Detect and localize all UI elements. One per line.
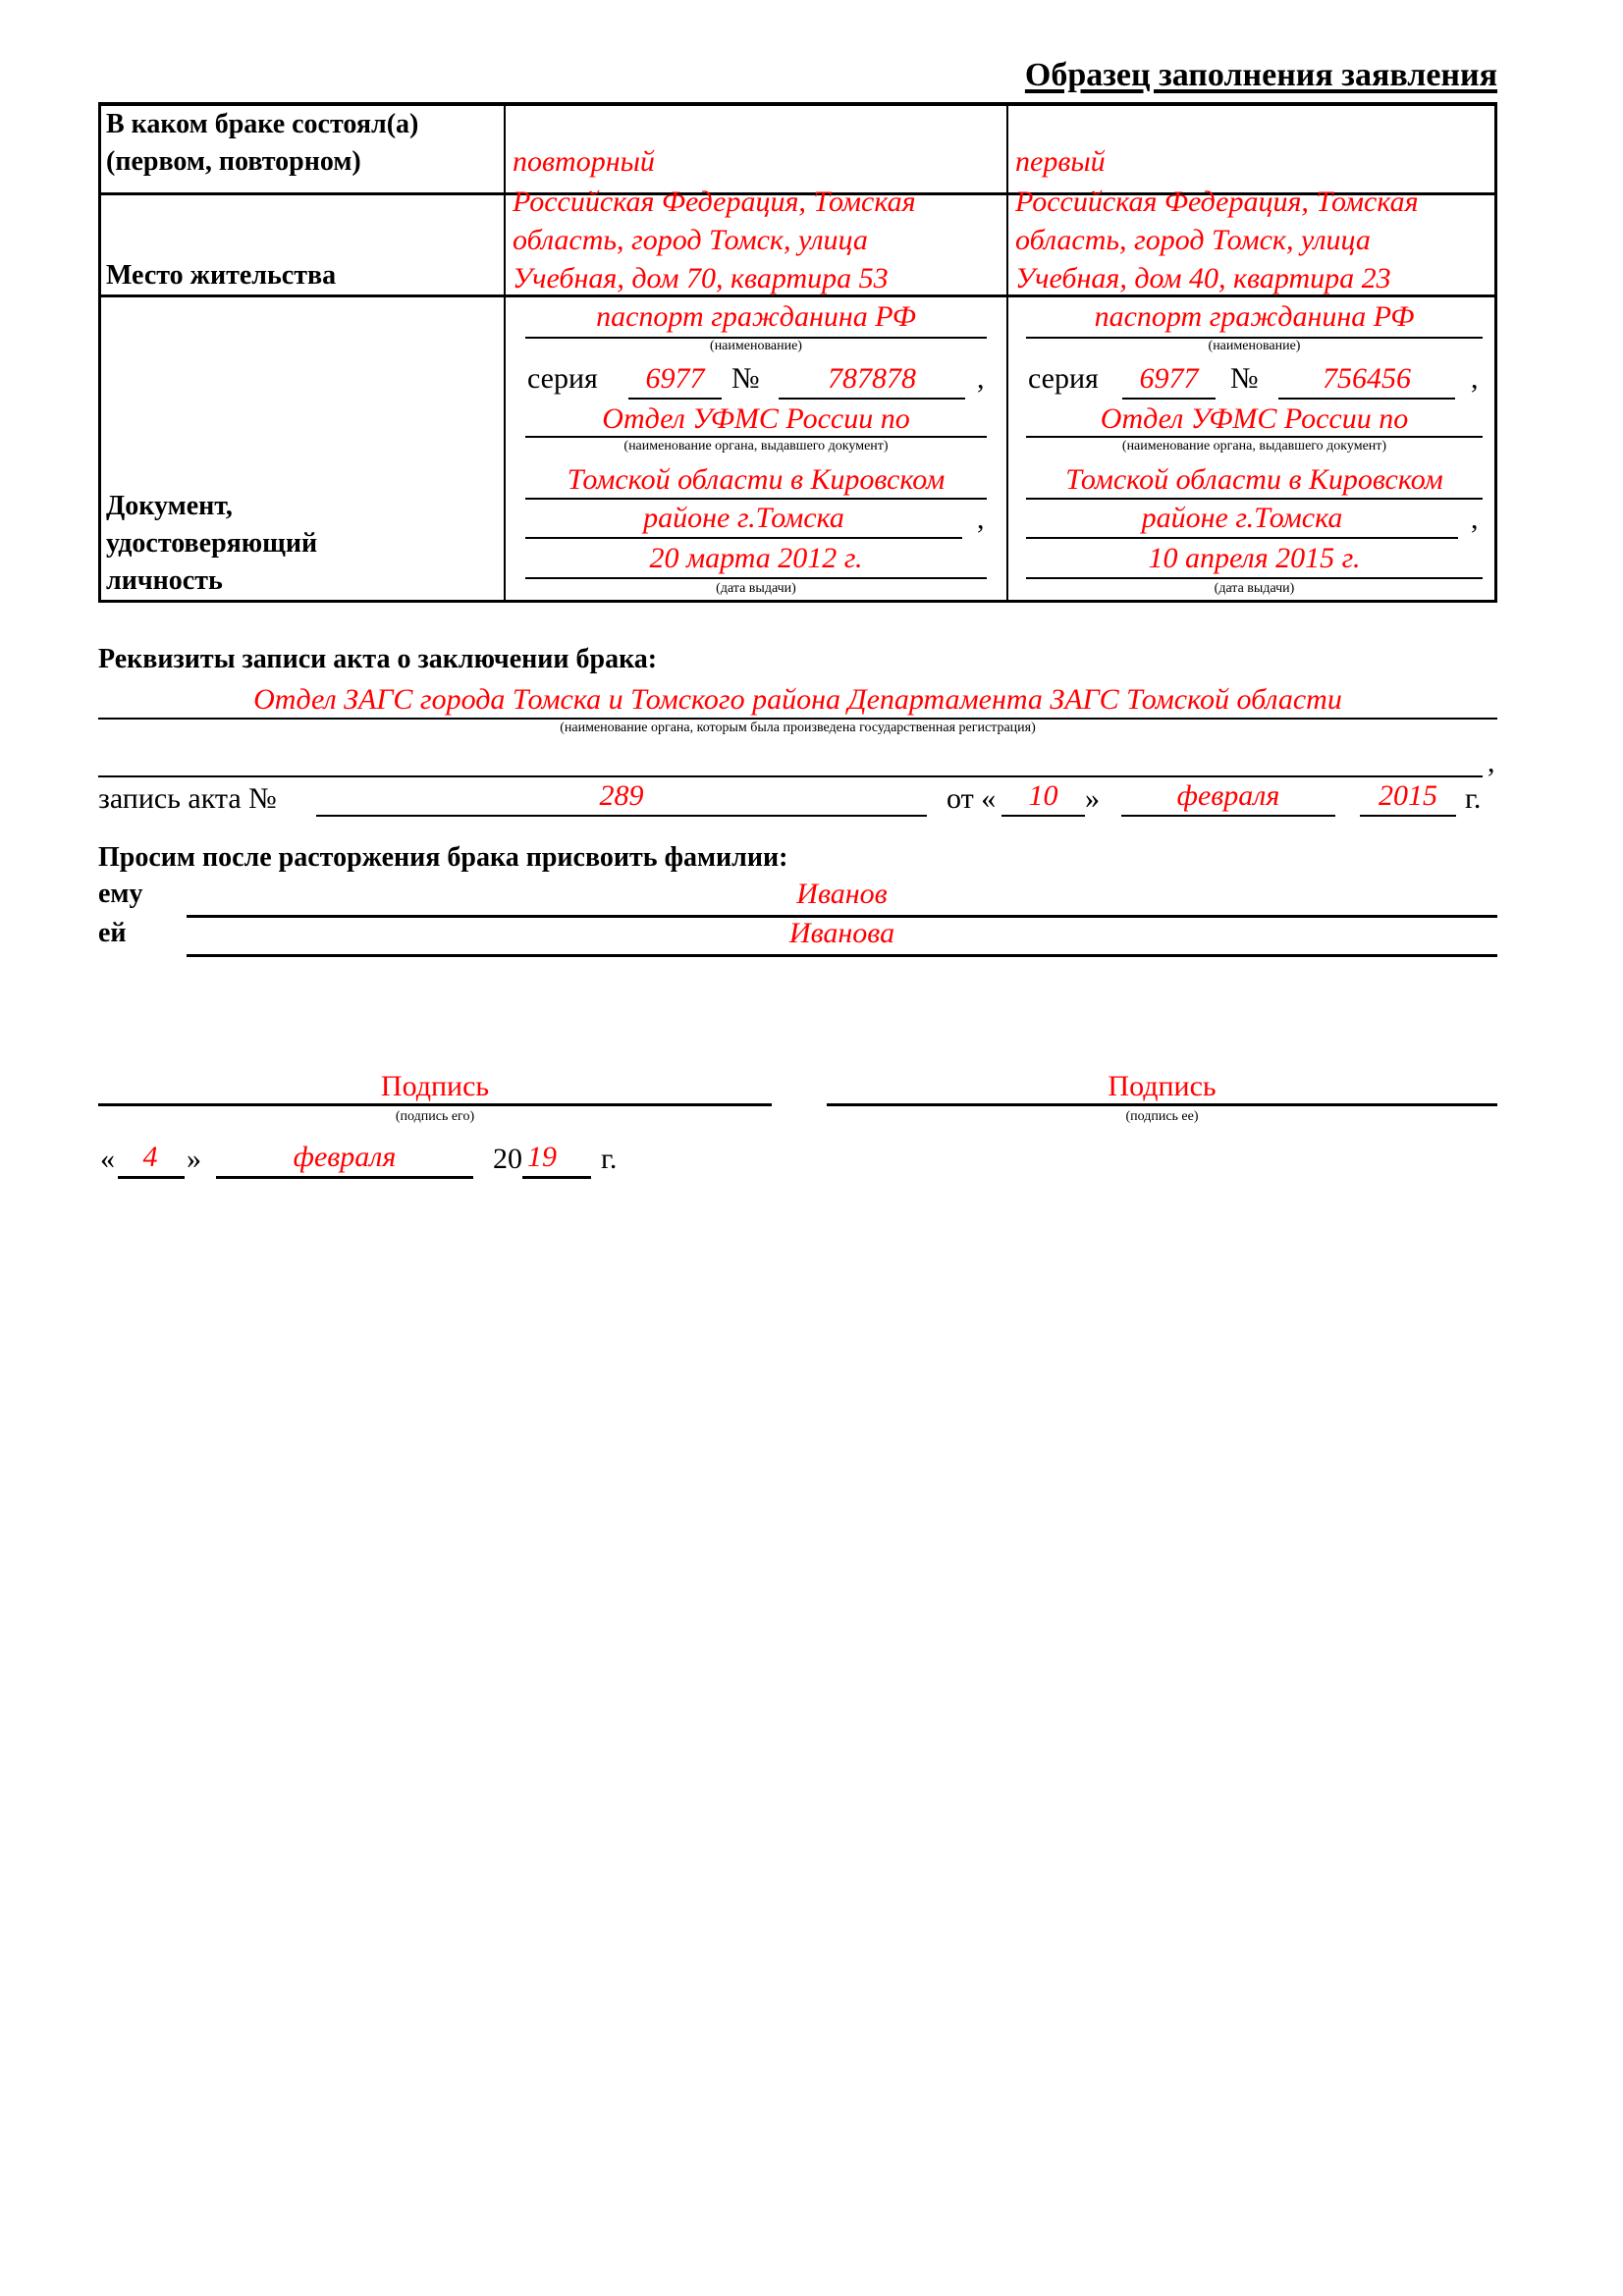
application-day[interactable]: 4 [142, 1141, 158, 1173]
address-line: Учебная, дом 70, квартира 53 [513, 262, 889, 294]
signature-him-caption: (подпись его) [395, 1109, 475, 1124]
marriage-record-heading: Реквизиты записи акта о заключении брака: [98, 644, 658, 674]
identity-document-label [106, 488, 317, 600]
underline [1121, 815, 1335, 817]
table-column-divider [504, 102, 506, 603]
marriage-type-her[interactable]: первый [1015, 145, 1106, 178]
table-column-divider [1006, 102, 1008, 603]
residence-him[interactable] [513, 183, 916, 297]
issue-date-him[interactable]: 20 марта 2012 г. [649, 542, 863, 574]
record-day[interactable]: 10 [1028, 779, 1058, 812]
underline [525, 537, 962, 539]
underline [216, 1176, 473, 1179]
signature-him[interactable]: Подпись [380, 1070, 490, 1102]
year-prefix: 20 [493, 1143, 522, 1175]
date-close-quote: » [187, 1143, 201, 1175]
marriage-type-label [106, 106, 418, 181]
caption-date: (дата выдачи) [716, 581, 796, 596]
doc-name-her[interactable]: паспорт гражданина РФ [1094, 300, 1415, 333]
address-line: Российская Федерация, Томская [513, 186, 916, 218]
underline [779, 398, 965, 400]
comma: , [977, 362, 985, 395]
close-quote: » [1085, 782, 1100, 815]
underline [1001, 815, 1085, 817]
application-year[interactable]: 19 [527, 1141, 557, 1173]
caption-name: (наименование) [1208, 339, 1301, 353]
underline [118, 1176, 185, 1179]
residence-label: Место жительства [106, 260, 337, 291]
surname-her-label: ей [98, 918, 127, 948]
number-label: № [731, 362, 760, 395]
underline [1026, 537, 1458, 539]
series-her[interactable]: 6977 [1139, 362, 1199, 395]
record-month[interactable]: февраля [1176, 779, 1280, 812]
issuer-her-1[interactable]: Отдел УФМС России по [1100, 402, 1409, 435]
label-line: Документ, [106, 491, 233, 521]
page-title: Образец заполнения заявления [1024, 57, 1497, 93]
underline [98, 1103, 772, 1106]
underline [522, 1176, 591, 1179]
registration-authority-caption: (наименование органа, которым была произведена государственная регистрация) [560, 721, 1036, 735]
underline [98, 718, 1497, 720]
issue-date-her[interactable]: 10 апреля 2015 г. [1148, 542, 1361, 574]
comma: , [1471, 362, 1479, 395]
issuer-him-3[interactable]: районе г.Томска [643, 502, 844, 534]
residence-her[interactable] [1015, 183, 1419, 297]
signature-her[interactable]: Подпись [1108, 1070, 1217, 1102]
doc-name-him[interactable]: паспорт гражданина РФ [596, 300, 916, 333]
record-number-label: запись акта № [98, 782, 277, 815]
underline [1360, 815, 1456, 817]
number-her[interactable]: 756456 [1323, 362, 1411, 395]
series-label: серия [1028, 362, 1099, 395]
address-line: Учебная, дом 40, квартира 23 [1015, 262, 1391, 294]
marriage-type-him[interactable]: повторный [513, 145, 655, 178]
series-him[interactable]: 6977 [645, 362, 705, 395]
address-line: область, город Томск, улица [1015, 224, 1371, 256]
label-line: удостоверяющий [106, 528, 318, 559]
label-line: В каком браке состоял(а) [106, 109, 419, 139]
surname-him[interactable]: Иванов [796, 878, 888, 910]
comma: , [977, 503, 985, 535]
issuer-her-2[interactable]: Томской области в Кировском [1065, 463, 1443, 496]
issuer-him-1[interactable]: Отдел УФМС России по [602, 402, 910, 435]
underline [525, 436, 987, 438]
comma: , [1488, 746, 1495, 778]
record-date-from-label: от « [947, 782, 997, 815]
year-suffix: г. [601, 1143, 618, 1175]
caption-name: (наименование) [710, 339, 802, 353]
comma: , [1471, 503, 1479, 535]
issuer-him-2[interactable]: Томской области в Кировском [567, 463, 946, 496]
underline [1026, 436, 1483, 438]
surnames-heading: Просим после расторжения брака присвоить фамилии: [98, 842, 788, 873]
caption-issuer: (наименование органа, выдавшего документ) [623, 439, 889, 454]
underline [827, 1103, 1497, 1106]
application-month[interactable]: февраля [293, 1141, 397, 1173]
record-year[interactable]: 2015 [1379, 779, 1437, 812]
address-line: область, город Томск, улица [513, 224, 868, 256]
label-line: (первом, повторном) [106, 146, 361, 177]
registration-authority[interactable]: Отдел ЗАГС города Томска и Томского района Департамента ЗАГС Томской области [253, 683, 1342, 716]
address-line: Российская Федерация, Томская [1015, 186, 1419, 218]
underline [316, 815, 927, 817]
surname-her[interactable]: Иванова [788, 917, 895, 949]
signature-her-caption: (подпись ее) [1125, 1109, 1199, 1124]
caption-issuer: (наименование органа, выдавшего документ) [1121, 439, 1387, 454]
underline [187, 954, 1497, 957]
underline [1122, 398, 1216, 400]
issuer-her-3[interactable]: районе г.Томска [1141, 502, 1343, 534]
blank-line[interactable] [98, 775, 1483, 777]
record-number[interactable]: 289 [599, 779, 644, 812]
underline [1026, 577, 1483, 579]
number-him[interactable]: 787878 [828, 362, 916, 395]
surname-him-label: ему [98, 879, 143, 909]
underline [1278, 398, 1455, 400]
label-line: личность [106, 565, 223, 596]
underline [628, 398, 722, 400]
underline [525, 577, 987, 579]
number-label: № [1230, 362, 1259, 395]
year-suffix: г. [1465, 782, 1482, 815]
series-label: серия [527, 362, 598, 395]
date-open-quote: « [100, 1143, 115, 1175]
caption-date: (дата выдачи) [1214, 581, 1295, 596]
